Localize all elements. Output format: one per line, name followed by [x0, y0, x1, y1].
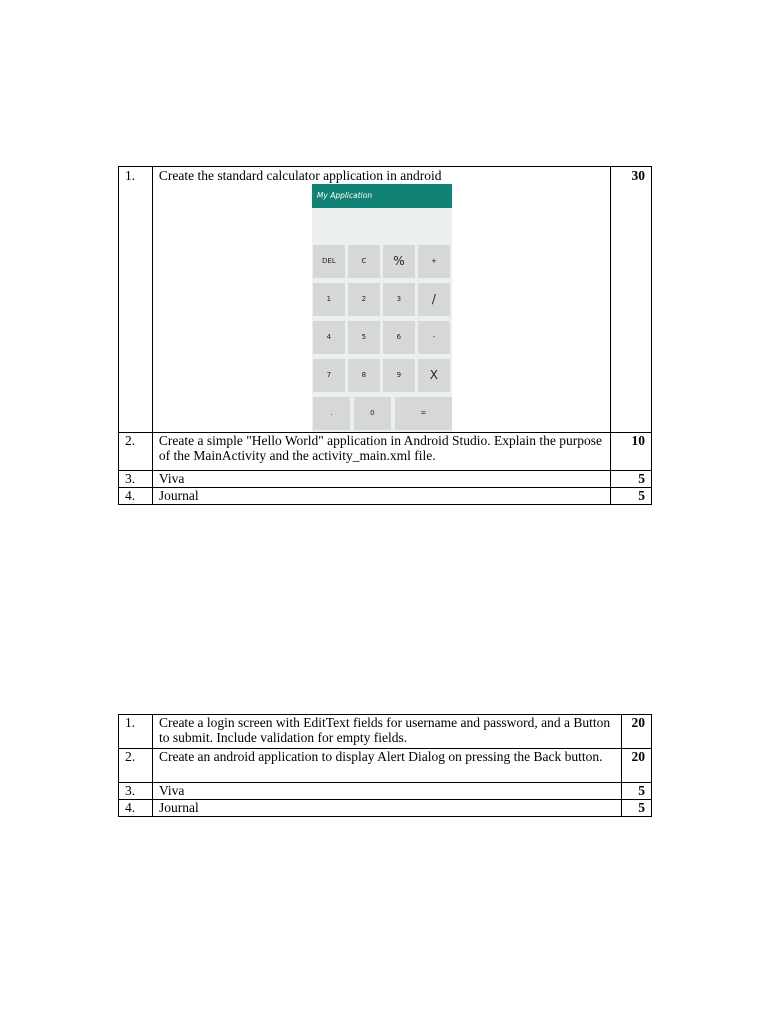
app-title-bar: My Application: [312, 184, 452, 208]
keypad-row: [312, 245, 452, 278]
key-7: 7: [313, 359, 345, 392]
keypad-row: [312, 321, 452, 354]
question-number: 3.: [119, 471, 153, 488]
question-text: Viva: [152, 783, 621, 800]
question-marks: 5: [611, 471, 652, 488]
table-row: [119, 715, 652, 749]
key-del: DEL: [313, 245, 345, 278]
question-marks: 20: [622, 715, 652, 749]
calculator-screenshot: [312, 184, 452, 432]
question-text: Create a login screen with EditText fields for username and password, and a Button to submit. Include validation for empty fields.: [152, 715, 621, 749]
table-row: [119, 488, 652, 505]
table-row: [119, 167, 652, 433]
question-number: 2.: [119, 749, 153, 783]
table-row: [119, 783, 652, 800]
question-table-2: [118, 714, 652, 817]
key-divide: /: [418, 283, 450, 316]
keypad-row: [312, 359, 452, 392]
key-4: 4: [313, 321, 345, 354]
key-multiply: X: [418, 359, 450, 392]
question-marks: 10: [611, 433, 652, 471]
table-row: [119, 800, 652, 817]
question-number: 1.: [119, 167, 153, 433]
question-marks: 5: [622, 800, 652, 817]
question-number: 4.: [119, 800, 153, 817]
key-percent: %: [383, 245, 415, 278]
question-text: Viva: [152, 471, 610, 488]
question-marks: 5: [622, 783, 652, 800]
key-decimal: .: [313, 397, 350, 430]
keypad-row: [312, 397, 452, 430]
question-text: Create the standard calculator application in android: [158, 168, 442, 183]
question-marks: 20: [622, 749, 652, 783]
key-plus: +: [418, 245, 450, 278]
key-5: 5: [348, 321, 380, 354]
question-number: 1.: [119, 715, 153, 749]
table-row: [119, 433, 652, 471]
table-row: [119, 749, 652, 783]
key-1: 1: [313, 283, 345, 316]
question-number: 4.: [119, 488, 153, 505]
table-row: [119, 471, 652, 488]
question-marks: 5: [611, 488, 652, 505]
question-cell: [152, 167, 610, 433]
key-minus: -: [418, 321, 450, 354]
key-0: 0: [354, 397, 391, 430]
key-equals: =: [395, 397, 452, 430]
question-text: Create an android application to display Alert Dialog on pressing the Back button.: [152, 749, 621, 783]
question-text: Journal: [152, 488, 610, 505]
question-number: 2.: [119, 433, 153, 471]
key-2: 2: [348, 283, 380, 316]
key-clear: C: [348, 245, 380, 278]
key-8: 8: [348, 359, 380, 392]
keypad-row: [312, 283, 452, 316]
question-text: Journal: [152, 800, 621, 817]
question-text: Create a simple "Hello World" application in Android Studio. Explain the purpose of the MainActivity and the activity_main.xml file.: [152, 433, 610, 471]
question-table-1: [118, 166, 652, 505]
calculator-keypad: [312, 245, 452, 435]
key-9: 9: [383, 359, 415, 392]
key-6: 6: [383, 321, 415, 354]
calculator-display: [312, 208, 452, 244]
question-number: 3.: [119, 783, 153, 800]
question-marks: 30: [611, 167, 652, 433]
key-3: 3: [383, 283, 415, 316]
